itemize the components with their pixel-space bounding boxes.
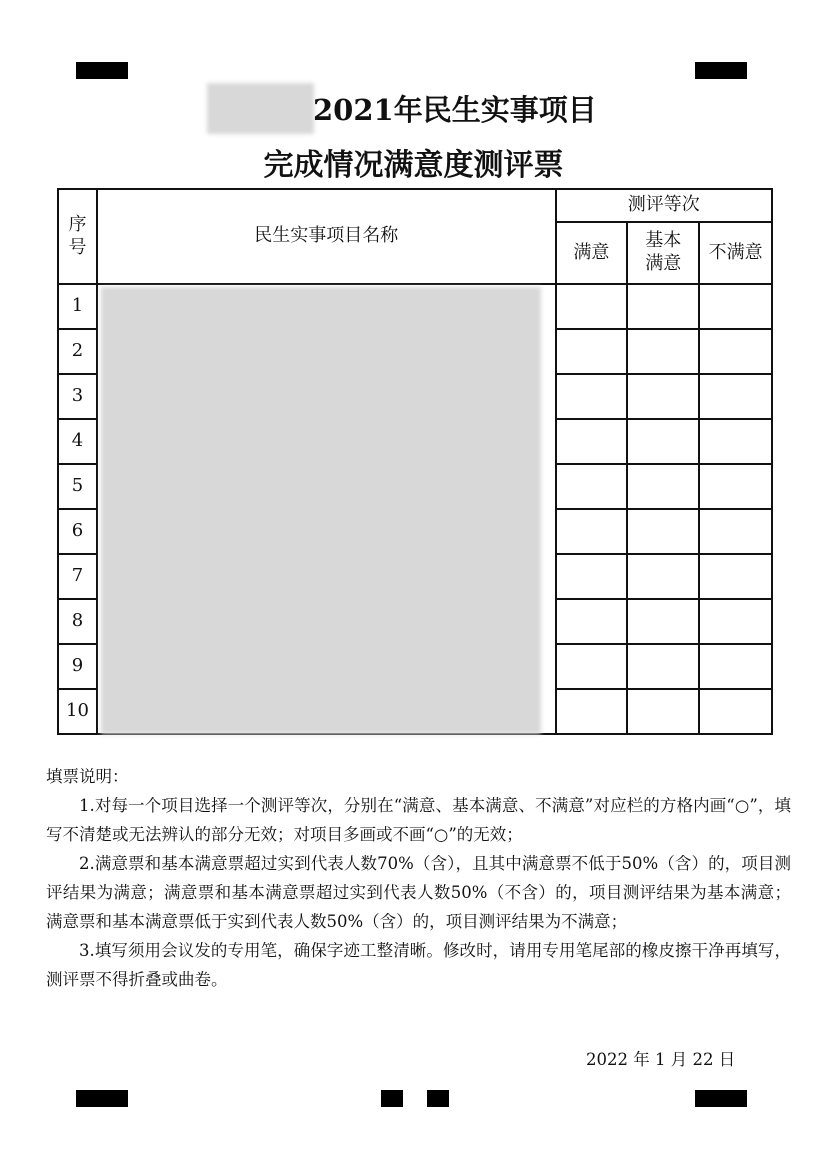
cell-unsatisfied[interactable] <box>699 464 772 509</box>
header-satisfied: 满意 <box>556 222 628 284</box>
cell-satisfied[interactable] <box>556 329 628 374</box>
cell-satisfied[interactable] <box>556 419 628 464</box>
cell-satisfied[interactable] <box>556 509 628 554</box>
row-number: 4 <box>58 419 97 464</box>
cell-satisfied[interactable] <box>556 644 628 689</box>
row-number: 6 <box>58 509 97 554</box>
cell-unsatisfied[interactable] <box>699 329 772 374</box>
cell-basic[interactable] <box>627 329 699 374</box>
instruction-item-2: 2.满意票和基本满意票超过实到代表人数70%（含），且其中满意票不低于50%（含）的，项目测评结果为满意；满意票和基本满意票超过实到代表人数50%（不含）的，项目测评结果为基本满意；满意票和基本满意票低于实到代表人数50%（含）的，项目测评结果为不满意； <box>46 854 791 931</box>
cell-satisfied[interactable] <box>556 689 628 734</box>
header-seq <box>58 189 97 284</box>
header-seq-label: 序 号 <box>68 214 87 258</box>
instruction-item-1: 1.对每一个项目选择一个测评等次，分别在“满意、基本满意、不满意”对应栏的方格内画“○”，填写不清楚或无法辨认的部分无效；对项目多画或不画“○”的无效； <box>46 796 791 844</box>
cell-satisfied[interactable] <box>556 464 628 509</box>
cell-satisfied[interactable] <box>556 284 628 329</box>
cell-unsatisfied[interactable] <box>699 554 772 599</box>
header-project-name: 民生实事项目名称 <box>97 189 556 284</box>
instructions <box>46 762 791 994</box>
registration-mark-top-right <box>695 62 747 79</box>
instructions-heading: 填票说明： <box>46 767 129 786</box>
cell-satisfied[interactable] <box>556 599 628 644</box>
instruction-item-3: 3.填写须用会议发的专用笔，确保字迹工整清晰。修改时，请用专用笔尾部的橡皮擦干净再填写，测评票不得折叠或曲卷。 <box>46 941 791 989</box>
registration-mark-bottom-right <box>695 1090 747 1107</box>
redacted-project-list <box>101 287 541 734</box>
row-number: 2 <box>58 329 97 374</box>
cell-basic[interactable] <box>627 509 699 554</box>
row-number: 1 <box>58 284 97 329</box>
header-basic-label: 基本 满意 <box>645 230 682 274</box>
redacted-region-name <box>207 83 314 134</box>
cell-unsatisfied[interactable] <box>699 644 772 689</box>
cell-basic[interactable] <box>627 284 699 329</box>
cell-satisfied[interactable] <box>556 374 628 419</box>
cell-unsatisfied[interactable] <box>699 599 772 644</box>
registration-mark-bottom-center-2 <box>427 1090 449 1107</box>
row-number: 10 <box>58 689 97 734</box>
cell-unsatisfied[interactable] <box>699 689 772 734</box>
cell-basic[interactable] <box>627 599 699 644</box>
cell-basic[interactable] <box>627 554 699 599</box>
title-line-2: 完成情况满意度测评票 <box>263 148 564 183</box>
cell-unsatisfied[interactable] <box>699 419 772 464</box>
row-number: 7 <box>58 554 97 599</box>
header-rating-group: 测评等次 <box>556 189 773 222</box>
header-basic-satisfied <box>627 222 699 284</box>
cell-unsatisfied[interactable] <box>699 284 772 329</box>
cell-basic[interactable] <box>627 644 699 689</box>
cell-unsatisfied[interactable] <box>699 374 772 419</box>
cell-basic[interactable] <box>627 689 699 734</box>
row-number: 9 <box>58 644 97 689</box>
cell-satisfied[interactable] <box>556 554 628 599</box>
cell-unsatisfied[interactable] <box>699 509 772 554</box>
cell-basic[interactable] <box>627 419 699 464</box>
registration-mark-bottom-center-1 <box>381 1090 403 1107</box>
title-text: 2021年民生实事项目 <box>313 93 597 127</box>
cell-basic[interactable] <box>627 464 699 509</box>
row-number: 3 <box>58 374 97 419</box>
row-number: 8 <box>58 599 97 644</box>
issue-date: 2022 年 1 月 22 日 <box>586 1050 736 1069</box>
row-number: 5 <box>58 464 97 509</box>
registration-mark-top-left <box>76 62 128 79</box>
registration-mark-bottom-left <box>76 1090 128 1107</box>
header-unsatisfied: 不满意 <box>699 222 772 284</box>
cell-basic[interactable] <box>627 374 699 419</box>
